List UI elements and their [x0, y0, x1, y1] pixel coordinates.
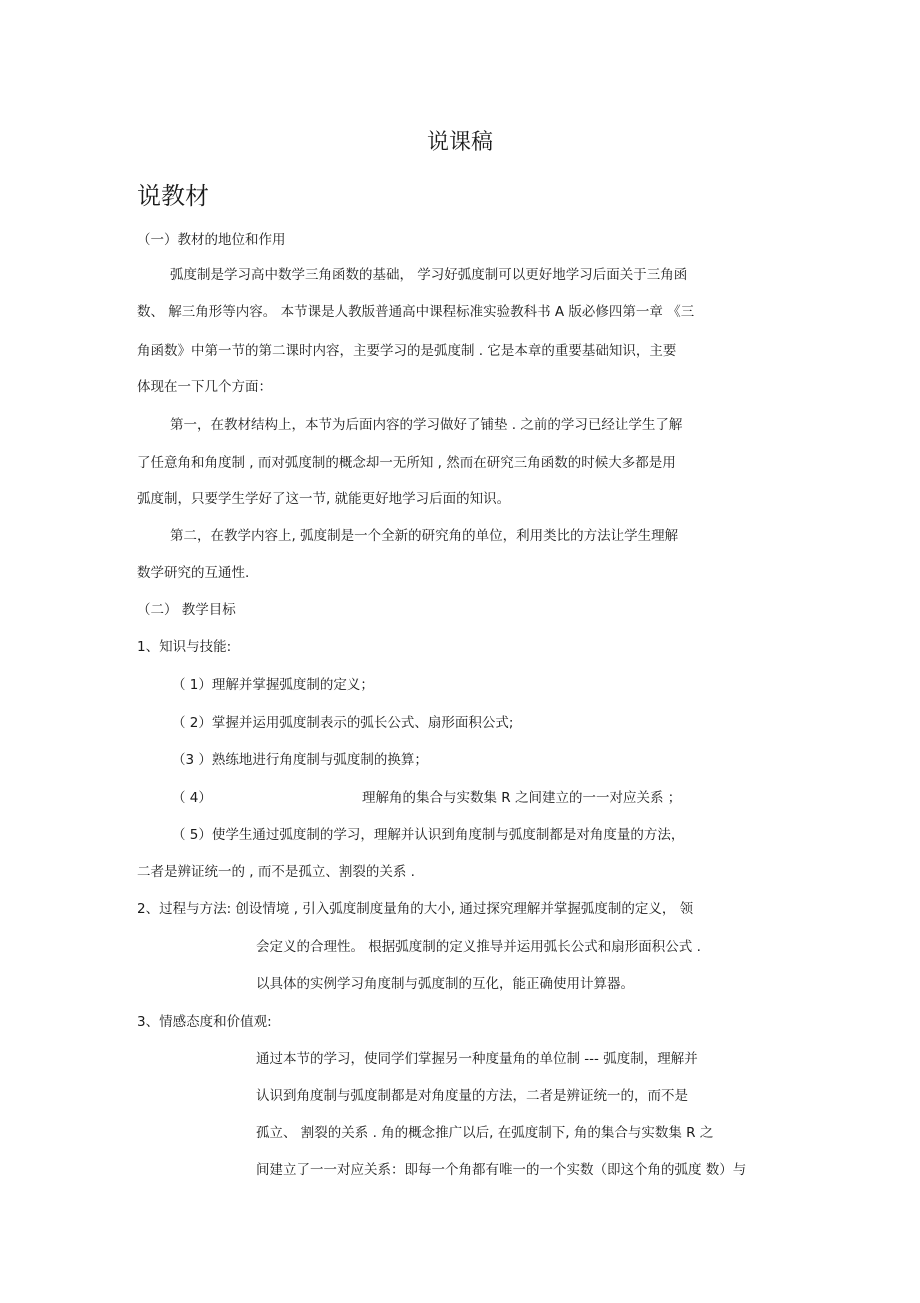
section-heading: 说教材 — [137, 182, 209, 210]
paragraph-line: 第一，在教材结构上，本节为后面内容的学习做好了铺垫 . 之前的学习已经让学生了解 — [170, 417, 683, 433]
paragraph-line: 了任意角和角度制 , 而对弧度制的概念却一无所知 , 然而在研究三角函数的时候大多都是用 — [137, 455, 676, 471]
paragraph-line: 弧度制，只要学生学好了这一节, 就能更好地学习后面的知识。 — [137, 491, 511, 507]
paragraph-line: 二者是辨证统一的 , 而不是孤立、割裂的关系 . — [137, 864, 415, 880]
paragraph-line: 数学研究的互通性. — [137, 565, 250, 581]
paragraph-line: 间建立了一一对应关系：即每一个角都有唯一的一个实数（即这个角的弧度 数）与 — [256, 1162, 747, 1178]
subsection-label-2: （二） 教学目标 — [137, 602, 236, 618]
paragraph-line: 以具体的实例学习角度制与弧度制的互化，能正确使用计算器。 — [256, 976, 634, 992]
goal-title-3: 3、情感态度和价值观: — [137, 1014, 272, 1030]
paragraph-line: 角函数》中第一节的第二课时内容，主要学习的是弧度制 . 它是本章的重要基础知识，主要 — [137, 343, 677, 359]
list-item: （ 1）理解并掌握弧度制的定义； — [172, 677, 374, 693]
goal-title-1: 1、知识与技能: — [137, 639, 232, 655]
paragraph-line: 数、 解三角形等内容。 本节课是人教版普通高中课程标准实验教科书 A 版必修四第一章 《三 — [137, 304, 695, 320]
paragraph-line: 认识到角度制与弧度制都是对角度量的方法，二者是辨证统一的，而不是 — [256, 1088, 688, 1104]
paragraph-line: 第二，在教学内容上, 弧度制是一个全新的研究角的单位，利用类比的方法让学生理解 — [170, 528, 679, 544]
list-item-text: 理解角的集合与实数集 R 之间建立的一一对应关系 ； — [362, 790, 682, 806]
paragraph-line: 体现在一下几个方面： — [137, 379, 272, 395]
subsection-label-1: （一）教材的地位和作用 — [137, 232, 286, 248]
paragraph-line: 弧度制是学习高中数学三角函数的基础， 学习好弧度制可以更好地学习后面关于三角函 — [170, 267, 688, 283]
list-item: （ 2）掌握并运用弧度制表示的弧长公式、扇形面积公式; — [172, 715, 514, 731]
list-item-number: （ 4） — [172, 790, 212, 806]
paragraph-line: 会定义的合理性。 根据弧度制的定义推导并运用弧长公式和扇形面积公式 . — [256, 939, 701, 955]
document-title: 说课稿 — [426, 130, 493, 155]
goal-title-2: 2、过程与方法: 创设情境 , 引入弧度制度量角的大小, 通过探究理解并掌握弧度制的定义， 领 — [137, 901, 694, 917]
paragraph-line: 孤立、 割裂的关系 . 角的概念推广以后, 在弧度制下, 角的集合与实数集 R 之 — [256, 1125, 714, 1141]
paragraph-line: 通过本节的学习，使同学们掌握另一种度量角的单位制 --- 弧度制，理解并 — [256, 1051, 698, 1067]
list-item: （ 5）使学生通过弧度制的学习，理解并认识到角度制与弧度制都是对角度量的方法， — [172, 827, 685, 843]
list-item: （3 ）熟练地进行角度制与弧度制的换算； — [172, 752, 428, 768]
